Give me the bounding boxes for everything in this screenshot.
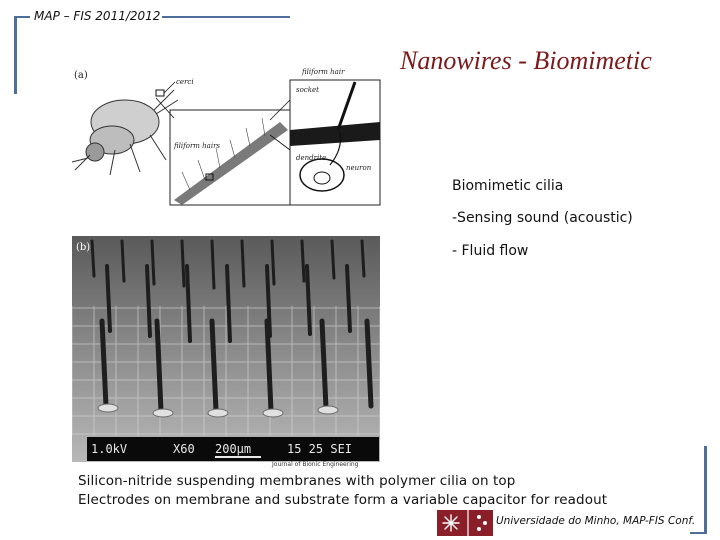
footer-rule [690,532,707,534]
label-neuron: neuron [346,164,372,172]
bullet-sensing-sound: -Sensing sound (acoustic) [452,210,633,226]
caption-line-1: Silicon-nitride suspending membranes with polymer cilia on top [78,473,516,489]
sem-scale: 200µm [215,442,252,456]
sem-voltage: 1.0kV [91,442,128,456]
bullet-fluid-flow: - Fluid flow [452,243,529,259]
caption-line-2: Electrodes on membrane and substrate form a variable capacitor for readout [78,492,608,508]
header-rule-right [162,16,290,18]
figure-b-panel-label: (b) [76,242,91,253]
figure-a [70,60,382,210]
label-filiform-hairs: filiform hairs [174,142,221,150]
label-socket: socket [296,86,319,94]
slide-title: Nanowires - Biomimetic [400,46,652,75]
label-filiform-hair: filiform hair [302,68,345,76]
sem-code: 15 25 SEI [287,442,353,456]
left-bracket [14,16,17,94]
uminho-logo-icon [437,510,493,536]
university-logo [437,510,493,536]
sem-scale-bar [215,456,261,458]
sem-info-bar [87,437,379,461]
right-bracket [704,446,707,534]
image-credit: Journal of Bionic Engineering [272,461,359,468]
footer-university: Universidade do Minho, MAP-FIS Conf. [496,515,696,527]
label-dendrite: dendrite [296,154,327,162]
figure-b-sem-image [72,236,380,462]
bullet-biomimetic-cilia: Biomimetic cilia [452,178,564,194]
figure-a-panel-label: (a) [74,70,88,81]
sem-magnification: X60 [173,442,195,456]
label-cerci: cerci [176,78,194,86]
course-header: MAP – FIS 2011/2012 [34,9,161,23]
